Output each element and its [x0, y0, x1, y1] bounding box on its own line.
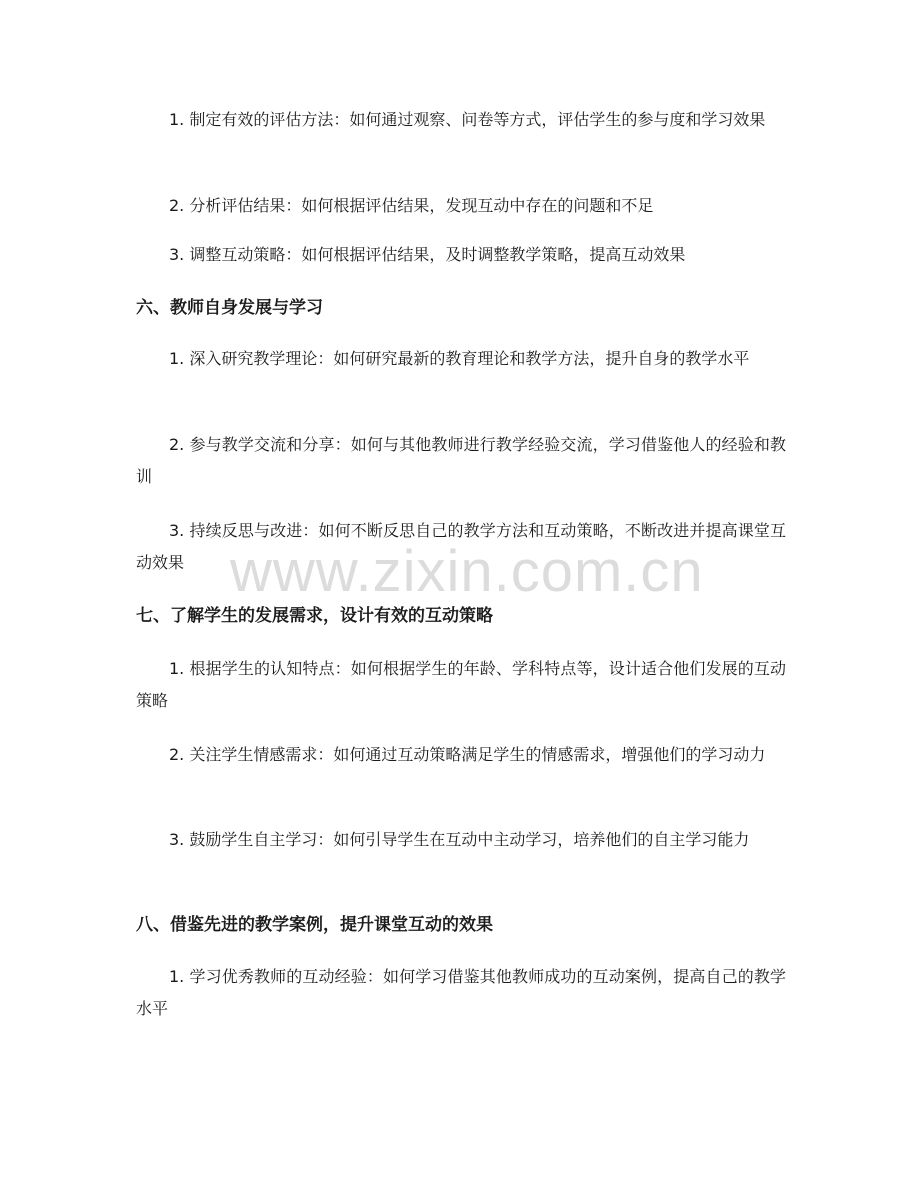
list-item: 2. 参与教学交流和分享：如何与其他教师进行教学经验交流，学习借鉴他人的经验和教训 — [136, 435, 786, 486]
list-item: 3. 鼓励学生自主学习：如何引导学生在互动中主动学习，培养他们的自主学习能力 — [169, 830, 750, 849]
list-item: 2. 分析评估结果：如何根据评估结果，发现互动中存在的问题和不足 — [169, 196, 654, 215]
list-item: 1. 深入研究教学理论：如何研究最新的教育理论和教学方法，提升自身的教学水平 — [169, 349, 750, 368]
list-item: 3. 调整互动策略：如何根据评估结果，及时调整教学策略，提高互动效果 — [169, 245, 686, 264]
list-item: 1. 根据学生的认知特点：如何根据学生的年龄、学科特点等，设计适合他们发展的互动策略 — [136, 659, 786, 710]
section-heading: 六、教师自身发展与学习 — [136, 298, 323, 318]
section-heading: 八、借鉴先进的教学案例，提升课堂互动的效果 — [136, 915, 493, 935]
list-item: 3. 持续反思与改进：如何不断反思自己的教学方法和互动策略，不断改进并提高课堂互动效果 — [136, 521, 786, 572]
section-heading: 七、了解学生的发展需求，设计有效的互动策略 — [136, 606, 493, 626]
list-item: 2. 关注学生情感需求：如何通过互动策略满足学生的情感需求，增强他们的学习动力 — [169, 745, 766, 764]
list-item: 1. 制定有效的评估方法：如何通过观察、问卷等方式，评估学生的参与度和学习效果 — [169, 110, 766, 129]
watermark: www.zixin.com.cn — [230, 539, 704, 604]
list-item: 1. 学习优秀教师的互动经验：如何学习借鉴其他教师成功的互动案例，提高自己的教学水平 — [136, 967, 786, 1018]
